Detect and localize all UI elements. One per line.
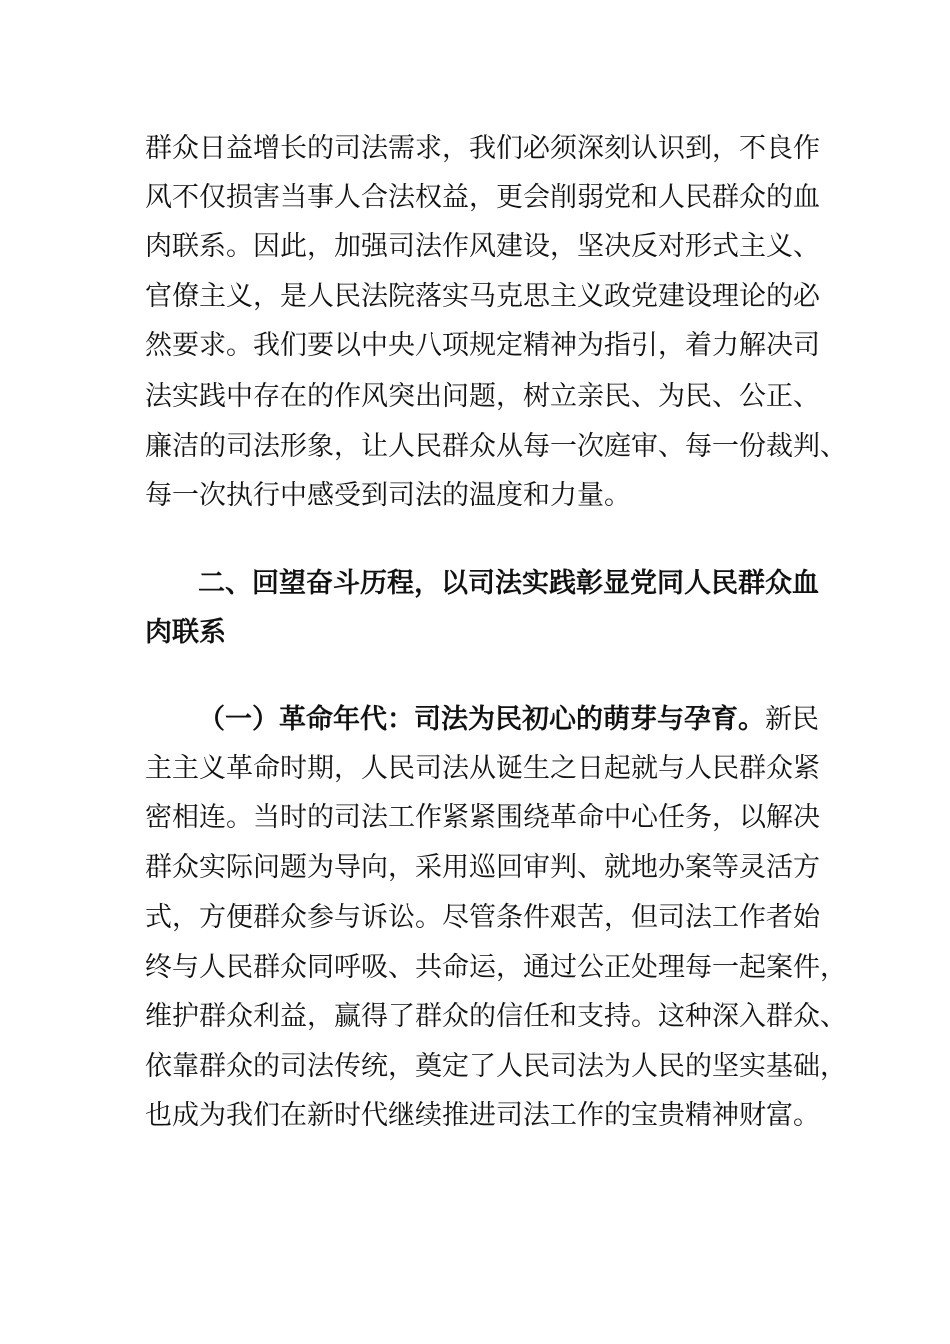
heading-line: 肉联系 — [145, 617, 226, 648]
text-line: 也成为我们在新时代继续推进司法工作的宝贵精神财富。 — [145, 1100, 820, 1131]
text-line — [198, 703, 819, 737]
text-line: 风不仅损害当事人合法权益，更会削弱党和人民群众的血 — [145, 182, 820, 213]
text-line: 群众日益增长的司法需求，我们必须深刻认识到，不良作 — [145, 133, 820, 164]
subheading: （一）革命年代：司法为民初心的萌芽与孕育。 — [198, 704, 765, 735]
text-line: 肉联系。因此，加强司法作风建设，坚决反对形式主义、 — [145, 231, 820, 262]
text-line: 终与人民群众同呼吸、共命运，通过公正处理每一起案件， — [145, 952, 847, 983]
text-line: 主主义革命时期，人民司法从诞生之日起就与人民群众紧 — [145, 753, 820, 784]
text-line: 式，方便群众参与诉讼。尽管条件艰苦，但司法工作者始 — [145, 902, 820, 933]
text-line: 维护群众利益，赢得了群众的信任和支持。这种深入群众、 — [145, 1001, 847, 1032]
text-line: 然要求。我们要以中央八项规定精神为指引，着力解决司 — [145, 330, 820, 361]
text-line: 法实践中存在的作风突出问题，树立亲民、为民、公正、 — [145, 381, 820, 412]
text-line: 官僚主义，是人民法院落实马克思主义政党建设理论的必 — [145, 281, 820, 312]
text-line: 群众实际问题为导向，采用巡回审判、就地办案等灵活方 — [145, 852, 820, 883]
text-line: 依靠群众的司法传统，奠定了人民司法为人民的坚实基础， — [145, 1051, 847, 1082]
text-line: 每一次执行中感受到司法的温度和力量。 — [145, 480, 631, 511]
text-line: 廉洁的司法形象，让人民群众从每一次庭审、每一份裁判、 — [145, 431, 847, 462]
subheading-continuation: 新民 — [765, 704, 819, 735]
heading-line: 二、回望奋斗历程，以司法实践彰显党同人民群众血 — [198, 568, 819, 599]
text-line: 密相连。当时的司法工作紧紧围绕革命中心任务，以解决 — [145, 802, 820, 833]
